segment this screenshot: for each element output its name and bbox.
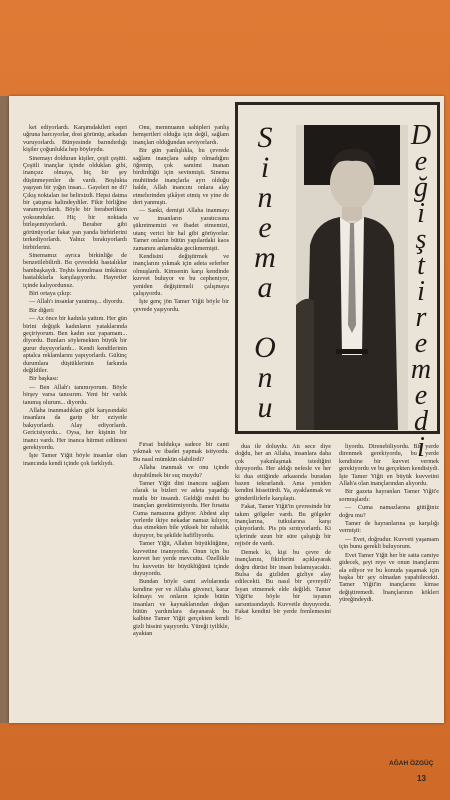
article-column-2 — [133, 124, 229, 436]
title-letter: e — [414, 328, 428, 359]
paragraph: Biri ortaya çıkıp: — [29, 289, 72, 297]
paragraph: Bir başkası: — [29, 375, 59, 383]
paragraph: Fırsat buldukça sadece bir cami yıkmak ve ibadet yapmak istiyordu. Bu nasıl mümkün olabilirdi? — [133, 441, 229, 463]
title-letter: e — [414, 146, 428, 177]
paragraph: Fakat, Tamer Yiğit'in çevresinde bir takım gölgeler vardı. Bu gölgeler inançlarına, tutkularına karşı çıkıyorlardı. Pis pis sırıtıyorlardı. Ki içlerinde uzun bir süre çalıştığı bir rejisör de vardı. — [235, 503, 331, 548]
title-letter: r — [415, 302, 427, 333]
paragraph: Allaha inanmadıkları gibi karşısındaki insanlara da garip bir eziyetle bakıyorlardı. Alay ediyorlardı. Gericisiyordu... Oysa, her kişinin bir inancı vardı. Her inanca hürmet edilmesi gerekiyordu. — [23, 407, 127, 452]
actor-photo — [296, 125, 408, 430]
paragraph: ket ediyorlardı. Karşımdakileri espri uğruna harcıyorlar, dost görünüp, arkadan vuruyorlardı. Bünyesinde barındırdığı kişiler çoğunlukla hep böyleydu. — [23, 124, 127, 154]
title-letter: u — [257, 391, 273, 424]
title-letter: O — [254, 331, 276, 364]
paragraph: Bir gazeta hayranları Tamer Yiğit'e sormuşlardı: — [339, 488, 439, 503]
page-number: 13 — [417, 774, 426, 783]
paragraph: Bir gün yanlışlıkla, bu çevrede sağlam inançlara sahip olmadığını öğrenip, çok samimi inanan birdirdüğü için sevinmişti. Sinema muhitinde inançlarla ayrı olduğu halde, Allah inancını onlara alay etmelerinden şikâyet etmiş ve yine de dert yanmıştı. — [133, 147, 229, 207]
title-letter: i — [260, 151, 270, 184]
paragraph: Sinemamız ayrıca birkinliğe de benzetilebilirdi. Bu çevredeki hastalıklar bambaşkaydı. Teşhis konulması imkânsız hastalıklarla karşılaşıyordu. Hayretler içinde kalıyordunuz. — [23, 251, 127, 289]
photo-title-left — [248, 123, 282, 423]
paragraph: dua ile doluydu. Atı sece diye doğdu, her an Allaha, insanlara daha çok yakınlaşmak istediğini duyuyordu. Her aldığı nefesle ve her ki dua ettiğinde arkasında buradan bazen tekrarlandı. Ama yeniden kendini hissettirdi. Ya, ayaklanmak ve gönderilirlerle karşılaştı. — [235, 443, 331, 502]
paragraph: — Sanki, demişti Allaha inanmayı ve insanların yaratıcısına şükretmemizi ve ibadet etmemizi, utanç verici bir hal gibi görüyorlar. Tamer onların bütün yapılardaki kaos zamanını anlamakta gecikmemişti. — [133, 207, 229, 252]
photo-inner — [238, 105, 437, 463]
article-column-3 — [133, 441, 229, 699]
title-letter: D — [410, 120, 432, 151]
article-column-4 — [235, 443, 331, 703]
author-byline: AĞAH ÖZGÜÇ — [389, 760, 434, 767]
title-letter: m — [254, 241, 276, 274]
book-spine-edge — [0, 96, 9, 723]
paragraph: Demek ki, kişi bu çevre de inançlarını, fikirlerini açıklayarak doğru dürüst bir insan bulamıyacaktı. Bulsa da gizliden gizliye alay edilecekti. Bu nasıl bir çevreydi? İsyan etmemek elde değildi. Tamer Yiğit'te böyle bir isyanın sarsıntısındaydı. Kuvvetle duyuyordu. Fakat kendini bir yerde frenlemesini bi- — [235, 548, 331, 623]
title-letter: i — [417, 432, 425, 463]
title-letter: m — [410, 354, 432, 385]
photo-title-right — [404, 120, 438, 463]
paragraph: Evet Tamer Yiğit her bir satta camiye gidecek, şeyi reye ve onun inançlarını ala ediyor ve bu konuda yaşamak için başka bir şey olmadan yapabilecekti. Tamer Yiğit'in inançlarını kimse değiştiremedi. İnançlarının kökleri yüreğindeydi. — [339, 551, 439, 604]
title-letter: i — [417, 198, 425, 229]
title-letter: a — [257, 271, 273, 304]
paragraph: Tamer de hayranlarına şu karşılığı vermişti: — [339, 520, 439, 535]
paragraph: — Cuma namazlarına gittiğiniz doğru mu? — [339, 504, 439, 519]
title-letter: e — [414, 380, 428, 411]
title-letter: ğ — [414, 172, 428, 203]
article-column-5 — [339, 443, 439, 688]
paragraph: Kendisini değiştirmek ve inançlarını yıkmak için adeta seferber olmuşlardı. Kimsenin karşı kendinde kuvvet buluyor ve bu cepheniyor, yeniden değiştirmeli çalışmaya çalışıyordu. — [133, 252, 229, 297]
article-column-1 — [23, 124, 127, 719]
paragraph: — Evet, doğrudur. Kuvveti yaşamam için bunu gerekli buluyorum. — [339, 535, 439, 551]
paragraph: İşte Tamer Yiğit böyle insanlar olan inancında kendi içinde çok farklıydı. — [23, 452, 127, 467]
paragraph: Sinemayı dolduran kişiler, çeşit çeşitti. Çeşitli inançlar içinde olduklan gibi, inançsız olmaya, hiç bir şey düşünmeyenler de vardı. Boşlukta yaşıyan bir yığın insan... Gayeleri ne di? Çıkış noktaları ise belirsizdi. Hepsi daima bir çatışma halindeydiler. Fikir birliğine varamıyorlardı. Böyle bir beraberlikten yoksundular. Hiç bir noktada birleşemiyorlardı. Beraber gibi görünüyorlar fakat yan yanda birbirlerini terkediyorlardı. Yalnız bırakıyorlardı birbirlerini. — [23, 154, 127, 251]
title-letter: S — [257, 121, 273, 154]
magazine-page — [9, 96, 444, 783]
title-letter: i — [417, 276, 425, 307]
title-letter: e — [258, 211, 272, 244]
title-letter: n — [257, 181, 273, 214]
paragraph: Bir diğeri: — [29, 306, 55, 314]
title-letter: d — [414, 406, 428, 437]
paragraph: — Allah'ı insanlar yaratmış... diyordu. — [29, 298, 124, 306]
paragraph: liyordu. Direnebiliyordu. Bir yerde direnmek gerekiyordu, bu yerde kendisine bir kuvvet vermek gerekiyordu ve bu gerçekten kendisiydi. İşte Tamer Yiğit en büyük kuvvetini Allah'a olan inançlarından alıyordu. — [339, 443, 439, 488]
paragraph: Allaha inanmak ve onu içinde duyabilmek bir suç muydu? — [133, 464, 229, 479]
paragraph: Bundan böyle cami avlularında kendine yer ve Allaha güvenci, karar kılmayı ve onların içinde bütün insanları ve kaynaklarından doğan bütün yardımlara dayanarak bu kalbine Tamer Yiğit gerçekten kendi gizli hissini yaşıyordu. Yüreği iyilikle, ayaktan — [133, 578, 229, 638]
paragraph: Tamer Yiğit, Allahın büyüklüğüne, kuvvetine inanıyordu. Onun için bu kuvvet her yerde mevcuttu. Özellikle bu kuvvetin bir büyüklüğünü içinde duyuyordu. — [133, 540, 229, 577]
paragraph: — Az önce bir kadınla yattım. Her gün birini değişik kadınların yataklarında geçiriyorum. Ben kadın suz yapamam... diyordu. Bunları söylemekten büyük bir gurur duyuyorlardı... Kendi kendilerinin aptalca reklamlarını yapıyorlardı. Gülünç durumlara düştüklerinin farkında değildiler. — [23, 315, 127, 374]
paragraph: — Ben Allah'ı tanımıyorum. Böyle birşey varsa tanısırım. Yeni bir varlık tanımış olurum... diyordu. — [23, 383, 127, 406]
paragraph: İşte genç jön Tamer Yiğit böyle bir çevrede yaşıyordu. — [133, 298, 229, 313]
paragraph: Onu, memnuanın sahipleri yanlış hemşerileri olduğu için değil, sağlam inançları olduğundan seviyorlardı. — [133, 124, 229, 146]
photo-panel — [235, 102, 440, 463]
title-letter — [248, 303, 282, 333]
title-letter: n — [257, 361, 273, 394]
paragraph: Tamer Yiğit dini inancını sağlam olarak ta bizleri ve adeta yaşadığı mutlu bir insandı. Geldiği muhit bu inançları gerektirmiyordu. Her fırsatta Cuma namazına gidiyor. Abdest alıp yerlerde ikiye nekadar namaz kılıyor, dua etmekten bile yüksek bir rahatlık duyuyor, bu şekilde hafifliyordu. — [133, 480, 229, 539]
title-letter: ş — [415, 224, 427, 255]
title-letter: t — [417, 250, 425, 281]
